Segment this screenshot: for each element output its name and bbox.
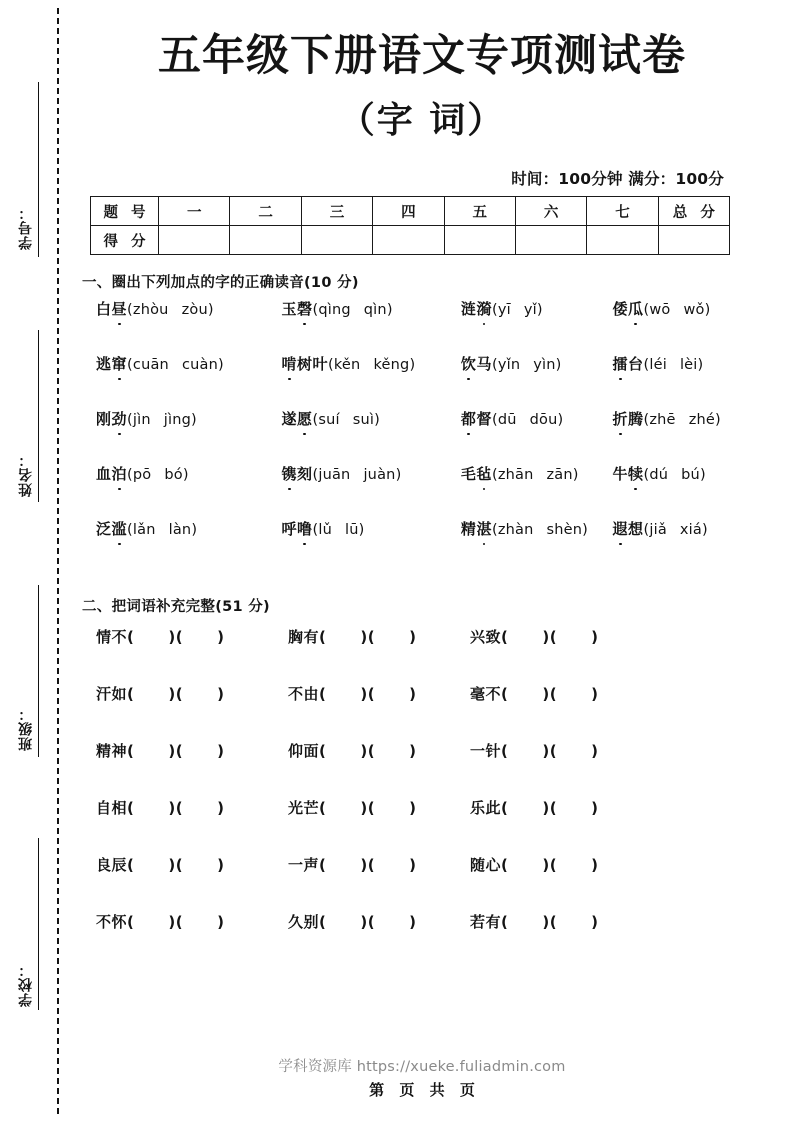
word-fill-row (96, 797, 772, 854)
dotted-character: 啃 (281, 355, 297, 374)
pinyin-row (96, 412, 772, 467)
word-fill-prefix: 情不 (96, 628, 128, 647)
dotted-character: 泊 (111, 465, 128, 484)
margin-label-name: 姓名： (18, 452, 34, 497)
pinyin-question[interactable] (96, 522, 281, 538)
dotted-character: 噜 (296, 520, 313, 539)
word-fill-blanks[interactable]: ( )( ) (319, 799, 417, 818)
pinyin-question[interactable] (461, 467, 613, 483)
pinyin-word: 饮马 (460, 355, 492, 374)
word-fill-blanks[interactable]: ( )( ) (501, 628, 599, 647)
footer-page-number: 第 页 共 页 (369, 1081, 480, 1099)
pinyin-word: 血泊 (96, 465, 128, 484)
dotted-character: 滥 (111, 520, 128, 539)
score-table-row-label-question: 题 号 (91, 197, 159, 226)
table-row-question-numbers (91, 197, 730, 226)
word-fill-prefix: 久别 (288, 913, 320, 932)
pinyin-option[interactable]: làn (168, 522, 192, 539)
word-fill-prefix: 良辰 (96, 856, 128, 875)
pinyin-option[interactable]: yǐ (523, 302, 537, 319)
dotted-character: 犊 (627, 465, 644, 484)
pinyin-options[interactable]: (lǔ lū) (312, 522, 365, 539)
exam-page (72, 0, 772, 1122)
page-subtitle: （字 词） (338, 100, 506, 142)
pinyin-option[interactable]: suì (352, 412, 375, 429)
dotted-character: 湛 (476, 520, 492, 539)
word-fill-blanks[interactable]: ( )( ) (127, 913, 225, 932)
pinyin-option[interactable]: suí (318, 412, 340, 429)
dotted-character: 毡 (476, 465, 492, 484)
word-fill-row (96, 683, 772, 740)
exam-meta: 时间：100分钟 满分：100分 (511, 170, 724, 189)
pinyin-options[interactable]: (yī yǐ) (491, 302, 543, 319)
word-fill-question[interactable] (470, 683, 650, 740)
pinyin-option[interactable]: yǐn (497, 357, 521, 374)
score-cell-total[interactable] (658, 226, 729, 255)
dotted-character: 都 (460, 410, 477, 429)
score-table-col-7: 七 (587, 197, 658, 226)
pinyin-question[interactable] (461, 302, 613, 318)
pinyin-option[interactable]: jìn (132, 412, 151, 429)
word-fill-question[interactable] (288, 854, 470, 911)
pinyin-options[interactable]: (juān juàn) (312, 467, 402, 484)
pinyin-option[interactable]: juàn (363, 467, 396, 484)
word-fill-blanks[interactable]: ( )( ) (127, 628, 225, 647)
word-fill-question[interactable] (470, 626, 650, 683)
pinyin-row (96, 522, 772, 577)
pinyin-word: 遐想 (612, 520, 644, 539)
score-table-col-1: 一 (159, 197, 230, 226)
pinyin-options[interactable]: (kěn kěng) (327, 357, 416, 374)
pinyin-option[interactable]: zān (546, 467, 573, 484)
pinyin-word: 精湛 (460, 520, 492, 539)
word-fill-prefix: 不怀 (96, 913, 128, 932)
page-footer (72, 1055, 772, 1100)
pinyin-question[interactable] (96, 302, 281, 318)
score-table-col-total: 总 分 (658, 197, 729, 226)
pinyin-word: 刚劲 (96, 410, 128, 429)
section-heading-2: 二、把词语补充完整(51 分) (82, 599, 270, 616)
pinyin-option[interactable]: kěng (373, 357, 410, 374)
word-fill-blanks[interactable]: ( )( ) (319, 913, 417, 932)
pinyin-options[interactable]: (zhòu zòu) (127, 302, 214, 319)
word-fill-blanks[interactable]: ( )( ) (319, 856, 417, 875)
pinyin-word: 啃树叶 (281, 355, 328, 374)
pinyin-word: 逃窜 (96, 355, 128, 374)
word-fill-question[interactable] (96, 740, 288, 797)
pinyin-word: 倭瓜 (612, 300, 644, 319)
pinyin-option[interactable]: zhòu (132, 302, 169, 319)
word-fill-prefix: 乐此 (470, 799, 502, 818)
pinyin-option[interactable]: shèn (546, 522, 583, 539)
pinyin-options[interactable]: (zhān zān) (491, 467, 579, 484)
pinyin-option[interactable]: qìn (363, 302, 387, 319)
score-table-col-2: 二 (230, 197, 301, 226)
word-fill-blanks[interactable]: ( )( ) (127, 856, 225, 875)
word-fill-question[interactable] (96, 854, 288, 911)
section-heading-1: 一、圈出下列加点的字的正确读音(10 分) (82, 275, 359, 292)
pinyin-option[interactable]: zhān (497, 467, 534, 484)
pinyin-word: 玉磬 (281, 300, 313, 319)
pinyin-options[interactable]: (qìng qìn) (312, 302, 393, 319)
pinyin-question[interactable] (96, 412, 281, 428)
pinyin-option[interactable]: xiá (679, 522, 703, 539)
pinyin-options[interactable]: (wō wǒ) (643, 302, 711, 319)
dotted-character: 窜 (111, 355, 128, 374)
dotted-character: 漪 (476, 300, 492, 319)
fill-in-word-block (72, 626, 772, 968)
score-cell-4[interactable] (373, 226, 444, 255)
pinyin-word: 擂台 (612, 355, 644, 374)
pinyin-option[interactable]: bó (164, 467, 183, 484)
pinyin-option[interactable]: dú (649, 467, 669, 484)
pinyin-word: 牛犊 (612, 465, 644, 484)
pinyin-option[interactable]: lǔ (318, 522, 332, 539)
pinyin-row (96, 357, 772, 412)
pinyin-option[interactable]: kěn (333, 357, 361, 374)
pinyin-row (96, 302, 772, 357)
score-cell-5[interactable] (444, 226, 515, 255)
word-fill-question[interactable] (96, 797, 288, 854)
pinyin-options[interactable]: (zhē zhé) (643, 412, 721, 429)
word-fill-question[interactable] (288, 911, 470, 968)
margin-label-student-id: 学号： (18, 205, 34, 250)
pinyin-question[interactable] (612, 467, 772, 483)
pinyin-option[interactable]: dū (497, 412, 517, 429)
pinyin-option[interactable]: qìng (318, 302, 351, 319)
pinyin-option[interactable]: zòu (181, 302, 208, 319)
dotted-character: 磬 (296, 300, 313, 319)
word-fill-blanks[interactable]: ( )( ) (501, 685, 599, 704)
pinyin-options[interactable]: (jiǎ xiá) (643, 522, 708, 539)
pinyin-question[interactable] (281, 357, 460, 373)
word-fill-question[interactable] (470, 740, 650, 797)
word-fill-blanks[interactable]: ( )( ) (501, 856, 599, 875)
pinyin-options[interactable]: (lǎn làn) (127, 522, 198, 539)
word-fill-question[interactable] (288, 683, 470, 740)
dotted-character: 遐 (612, 520, 628, 539)
dotted-character: 饮 (460, 355, 477, 374)
score-table-col-6: 六 (515, 197, 586, 226)
pinyin-options[interactable]: (dū dōu) (491, 412, 564, 429)
word-fill-blanks[interactable]: ( )( ) (127, 799, 225, 818)
dotted-character: 愿 (296, 410, 313, 429)
pinyin-question[interactable] (461, 357, 613, 373)
pinyin-question[interactable] (281, 412, 460, 428)
pinyin-option[interactable]: zhé (688, 412, 716, 429)
table-row-scores (91, 226, 730, 255)
margin-label-class: 班级： (18, 706, 34, 751)
word-fill-prefix: 兴致 (470, 628, 502, 647)
pinyin-option[interactable]: wō (649, 302, 671, 319)
pinyin-option[interactable]: jìng (163, 412, 192, 429)
margin-dashed-line (57, 8, 59, 1114)
score-cell-2[interactable] (230, 226, 301, 255)
footer-source: 学科资源库 https://xueke.fuliadmin.com (278, 1059, 566, 1075)
score-table-col-5: 五 (444, 197, 515, 226)
pinyin-options[interactable]: (léi lèi) (643, 357, 704, 374)
pinyin-options[interactable]: (pō bó) (127, 467, 189, 484)
word-fill-blanks[interactable]: ( )( ) (501, 742, 599, 761)
margin-label-school: 学校： (18, 962, 34, 1007)
word-fill-question[interactable] (288, 626, 470, 683)
word-fill-prefix: 光芒 (288, 799, 320, 818)
word-fill-row (96, 740, 772, 797)
word-fill-blanks[interactable]: ( )( ) (127, 742, 225, 761)
score-table (90, 196, 730, 255)
pinyin-word: 泛滥 (96, 520, 128, 539)
word-fill-question[interactable] (96, 683, 288, 740)
pinyin-option[interactable]: cuān (132, 357, 169, 374)
page-title: 五年级下册语文专项测试卷 (158, 31, 686, 81)
pinyin-word: 毛毡 (460, 465, 492, 484)
pinyin-option[interactable]: pō (132, 467, 152, 484)
pinyin-question[interactable] (612, 412, 772, 428)
pinyin-options[interactable]: (jìn jìng) (127, 412, 197, 429)
pinyin-option[interactable]: bú (681, 467, 700, 484)
pinyin-option[interactable]: lū (344, 522, 359, 539)
dotted-character: 劲 (111, 410, 128, 429)
word-fill-prefix: 若有 (470, 913, 502, 932)
word-fill-prefix: 胸有 (288, 628, 320, 647)
word-fill-blanks[interactable]: ( )( ) (319, 742, 417, 761)
word-fill-blanks[interactable]: ( )( ) (501, 913, 599, 932)
dotted-character: 昼 (111, 300, 128, 319)
word-fill-blanks[interactable]: ( )( ) (127, 685, 225, 704)
word-fill-question[interactable] (96, 626, 288, 683)
word-fill-prefix: 自相 (96, 799, 128, 818)
score-table-col-3: 三 (301, 197, 372, 226)
pinyin-question[interactable] (612, 522, 772, 538)
pinyin-word: 镌刻 (281, 465, 313, 484)
word-fill-prefix: 不由 (288, 685, 320, 704)
pinyin-question[interactable] (612, 302, 772, 318)
word-fill-question[interactable] (470, 797, 650, 854)
pinyin-option[interactable]: dōu (529, 412, 558, 429)
pinyin-question[interactable] (461, 522, 613, 538)
word-fill-question[interactable] (470, 854, 650, 911)
pinyin-word: 都督 (460, 410, 492, 429)
word-fill-prefix: 仰面 (288, 742, 320, 761)
word-fill-prefix: 汗如 (96, 685, 128, 704)
word-fill-question[interactable] (288, 740, 470, 797)
pinyin-word: 白昼 (96, 300, 128, 319)
word-fill-question[interactable] (470, 911, 650, 968)
word-fill-prefix: 一声 (288, 856, 320, 875)
pinyin-option[interactable]: cuàn (181, 357, 218, 374)
pinyin-options[interactable]: (dú bú) (643, 467, 706, 484)
pinyin-option[interactable]: yìn (533, 357, 556, 374)
score-table-col-4: 四 (373, 197, 444, 226)
pinyin-options[interactable]: (zhàn shèn) (491, 522, 589, 539)
dotted-character: 擂 (612, 355, 628, 374)
word-fill-prefix: 随心 (470, 856, 502, 875)
pinyin-question[interactable] (281, 302, 460, 318)
pinyin-options[interactable]: (yǐn yìn) (491, 357, 562, 374)
pinyin-question[interactable] (96, 357, 281, 373)
dotted-character: 瓜 (627, 300, 644, 319)
score-table-row-label-score: 得 分 (91, 226, 159, 255)
pinyin-option[interactable]: wǒ (683, 302, 705, 319)
word-fill-row (96, 626, 772, 683)
word-fill-question[interactable] (288, 797, 470, 854)
word-fill-blanks[interactable]: ( )( ) (319, 628, 417, 647)
pinyin-option[interactable]: léi (649, 357, 667, 374)
word-fill-row (96, 854, 772, 911)
pinyin-question[interactable] (281, 467, 460, 483)
score-cell-3[interactable] (301, 226, 372, 255)
pinyin-option[interactable]: zhē (649, 412, 676, 429)
word-fill-row (96, 911, 772, 968)
pinyin-question[interactable] (612, 357, 772, 373)
pinyin-question[interactable] (461, 412, 613, 428)
pinyin-question[interactable] (96, 467, 281, 483)
dotted-character: 折 (612, 410, 628, 429)
pinyin-choice-block (72, 302, 772, 577)
pinyin-option[interactable]: jiǎ (649, 522, 667, 539)
word-fill-prefix: 精神 (96, 742, 128, 761)
word-fill-prefix: 毫不 (470, 685, 502, 704)
dotted-character: 镌 (281, 465, 297, 484)
pinyin-option[interactable]: lǎn (132, 522, 156, 539)
pinyin-options[interactable]: (cuān cuàn) (127, 357, 224, 374)
pinyin-word: 折腾 (612, 410, 644, 429)
pinyin-option[interactable]: juān (318, 467, 351, 484)
score-cell-7[interactable] (587, 226, 658, 255)
pinyin-word: 涟漪 (460, 300, 492, 319)
pinyin-word: 遂愿 (281, 410, 313, 429)
word-fill-blanks[interactable]: ( )( ) (319, 685, 417, 704)
score-cell-1[interactable] (159, 226, 230, 255)
pinyin-option[interactable]: yī (497, 302, 511, 319)
score-cell-6[interactable] (515, 226, 586, 255)
pinyin-question[interactable] (281, 522, 460, 538)
word-fill-prefix: 一针 (470, 742, 502, 761)
pinyin-options[interactable]: (suí suì) (312, 412, 380, 429)
pinyin-row (96, 467, 772, 522)
pinyin-option[interactable]: lèi (679, 357, 698, 374)
pinyin-option[interactable]: zhàn (497, 522, 534, 539)
word-fill-question[interactable] (96, 911, 288, 968)
pinyin-word: 呼噜 (281, 520, 313, 539)
word-fill-blanks[interactable]: ( )( ) (501, 799, 599, 818)
